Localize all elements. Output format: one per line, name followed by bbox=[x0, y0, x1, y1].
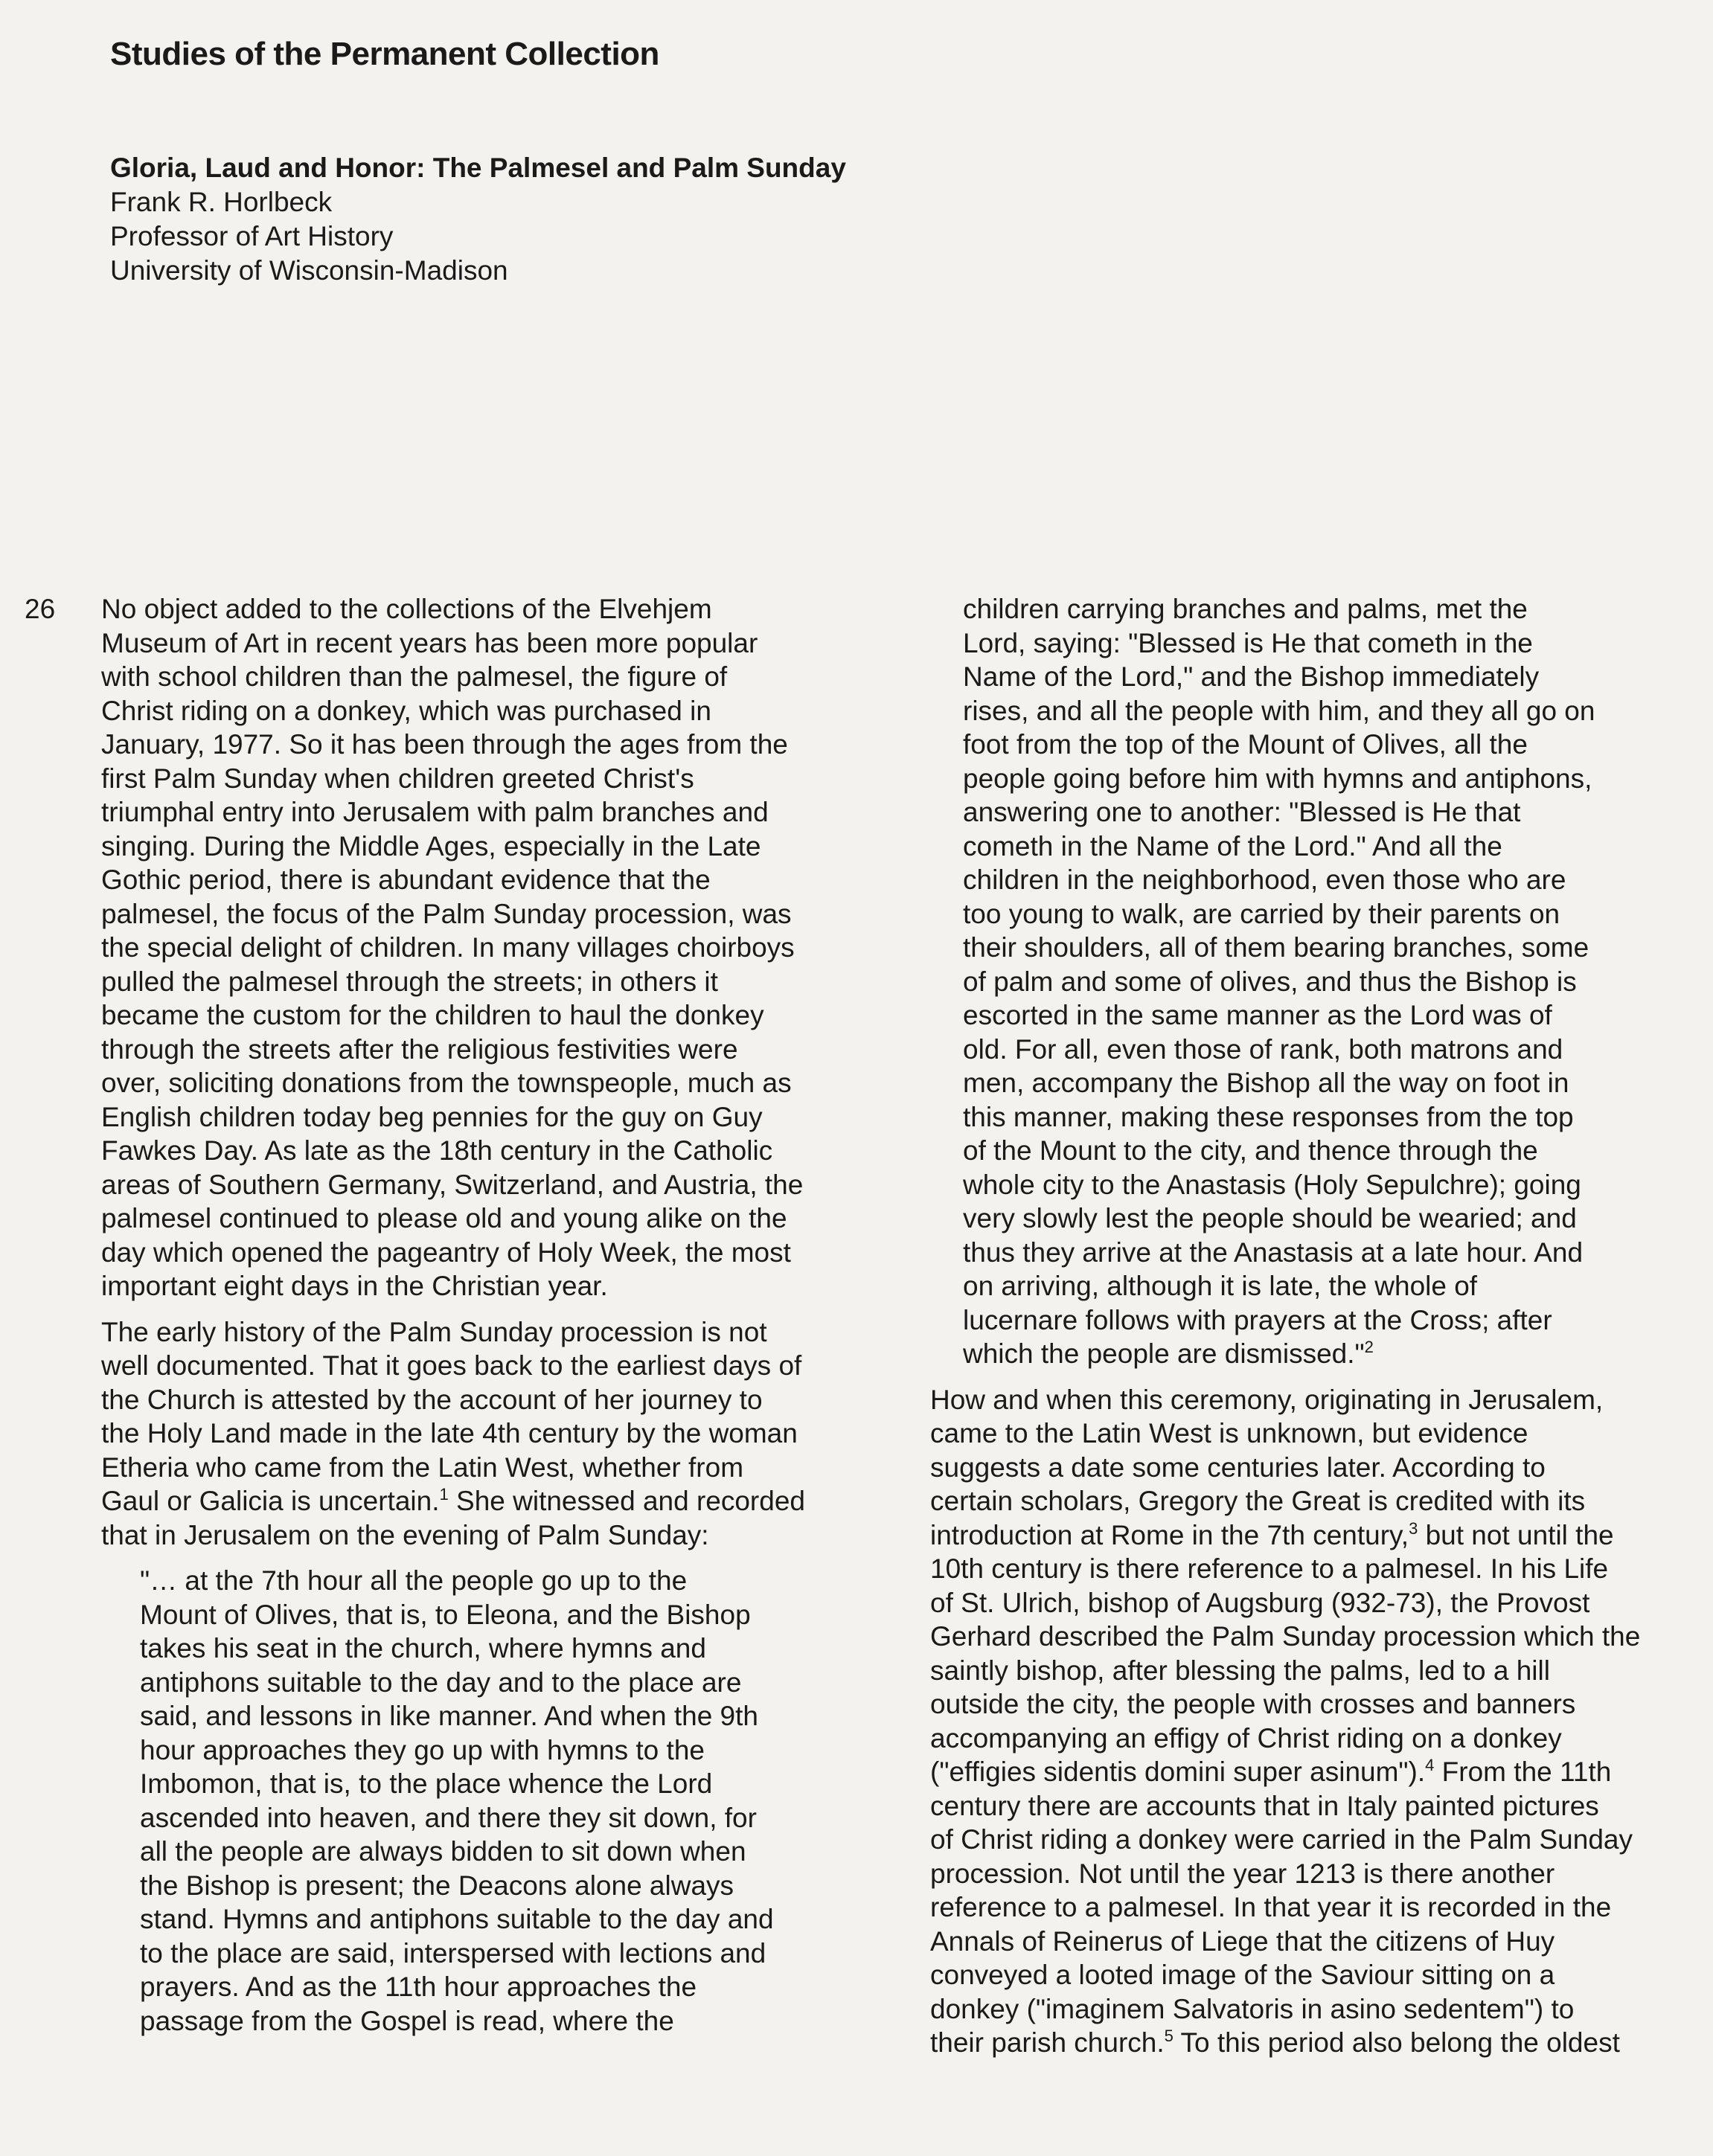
text-line bbox=[101, 1484, 853, 1518]
text-line: suggests a date some centuries later. According to bbox=[930, 1451, 1546, 1483]
text-segment: She witnessed and recorded bbox=[448, 1486, 805, 1516]
latin-west-paragraph bbox=[930, 1383, 1674, 2060]
text-line: donkey ("imaginem Salvatoris in asino sedentem") to bbox=[930, 1993, 1575, 2024]
text-line: of Christ riding a donkey were carried in the Palm Sunday bbox=[930, 1824, 1633, 1855]
text-line: 10th century is there reference to a palmesel. In his Life bbox=[930, 1553, 1609, 1584]
text-line bbox=[930, 1755, 1674, 1789]
text-line: century there are accounts that in Italy painted pictures bbox=[930, 1790, 1599, 1821]
text-line: first Palm Sunday when children greeted Christ's bbox=[101, 763, 694, 794]
quote-line: Imbomon, that is, to the place whence the Lord bbox=[140, 1768, 713, 1799]
quote-line: children carrying branches and palms, met the bbox=[963, 594, 1528, 624]
text-line: the Church is attested by the account of her journey to bbox=[101, 1384, 763, 1415]
text-line: certain scholars, Gregory the Great is credited with its bbox=[930, 1486, 1586, 1516]
quote-line: prayers. And as the 11th hour approaches the bbox=[140, 1971, 697, 2002]
text-line: procession. Not until the year 1213 is there another bbox=[930, 1858, 1555, 1889]
text-segment: From the 11th bbox=[1434, 1756, 1612, 1787]
text-line: Museum of Art in recent years has been more popular bbox=[101, 627, 758, 658]
text-line: saintly bishop, after blessing the palms, led to a hill bbox=[930, 1655, 1550, 1686]
text-line: accompanying an effigy of Christ riding on a donkey bbox=[930, 1722, 1562, 1754]
etheria-quote-continued bbox=[963, 592, 1674, 1371]
quote-line: whole city to the Anastasis (Holy Sepulchre); going bbox=[963, 1169, 1581, 1200]
author-institution: University of Wisconsin-Madison bbox=[110, 255, 508, 286]
footnote-ref-3: 3 bbox=[1409, 1518, 1418, 1538]
quote-line: hour approaches they go up with hymns to the bbox=[140, 1734, 705, 1765]
text-line: over, soliciting donations from the townspeople, much as bbox=[101, 1068, 792, 1098]
text-line: important eight days in the Christian year. bbox=[101, 1271, 608, 1301]
text-line: the Holy Land made in the late 4th century by the woman bbox=[101, 1418, 798, 1448]
text-line: conveyed a looted image of the Saviour sitting on a bbox=[930, 1960, 1555, 1990]
quote-line: escorted in the same manner as the Lord was of bbox=[963, 1000, 1552, 1030]
text-line: became the custom for the children to haul the donkey bbox=[101, 1000, 764, 1030]
text-line: came to the Latin West is unknown, but evidence bbox=[930, 1418, 1528, 1448]
quote-line: people going before him with hymns and antiphons, bbox=[963, 763, 1592, 794]
quote-line: very slowly lest the people should be wearied; and bbox=[963, 1203, 1577, 1233]
quote-line: ascended into heaven, and there they sit down, for bbox=[140, 1802, 757, 1833]
text-line: English children today beg pennies for the guy on Guy bbox=[101, 1101, 763, 1132]
quote-line: lucernare follows with prayers at the Cross; after bbox=[963, 1304, 1552, 1335]
text-line: Christ riding on a donkey, which was purchased in bbox=[101, 695, 711, 726]
quote-line: children in the neighborhood, even those who are bbox=[963, 864, 1566, 895]
text-segment: but not until the bbox=[1418, 1519, 1614, 1550]
text-line: singing. During the Middle Ages, especially in the Late bbox=[101, 830, 761, 862]
author-position: Professor of Art History bbox=[110, 221, 394, 251]
text-line: pulled the palmesel through the streets; in others it bbox=[101, 966, 718, 997]
quote-line: answering one to another: "Blessed is He that bbox=[963, 797, 1521, 827]
quote-line: stand. Hymns and antiphons suitable to the day and bbox=[140, 1904, 774, 1934]
text-line: that in Jerusalem on the evening of Palm Sunday: bbox=[101, 1519, 709, 1550]
text-line: with school children than the palmesel, the figure of bbox=[101, 661, 728, 692]
series-title: Studies of the Permanent Collection bbox=[110, 36, 659, 72]
text-line: palmesel continued to please old and young alike on the bbox=[101, 1203, 787, 1233]
text-line: palmesel, the focus of the Palm Sunday procession, was bbox=[101, 898, 792, 929]
text-line: Fawkes Day. As late as the 18th century in the Catholic bbox=[101, 1135, 773, 1166]
text-line: January, 1977. So it has been through the ages from the bbox=[101, 729, 788, 760]
text-line bbox=[930, 2026, 1674, 2060]
text-segment: Gaul or Galicia is uncertain. bbox=[101, 1486, 440, 1516]
footnote-ref-5: 5 bbox=[1164, 2027, 1174, 2045]
text-line: day which opened the pageantry of Holy Week, the most bbox=[101, 1236, 791, 1268]
text-line: Annals of Reinerus of Liege that the citizens of Huy bbox=[930, 1925, 1555, 1957]
page-number: 26 bbox=[25, 594, 56, 624]
footnote-ref-2: 2 bbox=[1364, 1338, 1374, 1356]
etheria-quote bbox=[140, 1564, 853, 2038]
text-line: the special delight of children. In many villages choirboys bbox=[101, 932, 795, 963]
quote-line: antiphons suitable to the day and to the place are bbox=[140, 1666, 742, 1698]
text-line: reference to a palmesel. In that year it is recorded in the bbox=[930, 1892, 1612, 1922]
text-line: outside the city, the people with crosses and banners bbox=[930, 1689, 1576, 1719]
quote-line: too young to walk, are carried by their parents on bbox=[963, 898, 1560, 929]
text-line: How and when this ceremony, originating in Jerusalem, bbox=[930, 1384, 1604, 1415]
article-header bbox=[110, 151, 1152, 288]
quote-line: said, and lessons in like manner. And when the 9th bbox=[140, 1701, 758, 1731]
quote-line: of palm and some of olives, and thus the Bishop is bbox=[963, 966, 1577, 997]
quote-line: passage from the Gospel is read, where the bbox=[140, 2005, 674, 2036]
quote-line bbox=[963, 1337, 1674, 1371]
author-name: Frank R. Horlbeck bbox=[110, 187, 333, 217]
text-line: triumphal entry into Jerusalem with palm branches and bbox=[101, 797, 769, 827]
right-column bbox=[930, 592, 1674, 2060]
quote-line: rises, and all the people with him, and they all go on bbox=[963, 695, 1595, 726]
quote-line: Name of the Lord," and the Bishop immediately bbox=[963, 661, 1540, 692]
quote-line: the Bishop is present; the Deacons alone always bbox=[140, 1870, 734, 1901]
quote-line: all the people are always bidden to sit down when bbox=[140, 1836, 746, 1867]
text-segment: To this period also belong the oldest bbox=[1173, 2027, 1620, 2058]
quote-line: Mount of Olives, that is, to Eleona, and the Bishop bbox=[140, 1599, 751, 1630]
intro-paragraph bbox=[101, 592, 853, 1303]
article-title: Gloria, Laud and Honor: The Palmesel and Palm Sunday bbox=[110, 153, 846, 183]
text-line: Gothic period, there is abundant evidence that the bbox=[101, 864, 711, 895]
quote-line: thus they arrive at the Anastasis at a late hour. And bbox=[963, 1236, 1584, 1268]
text-line: of St. Ulrich, bishop of Augsburg (932-73), the Provost bbox=[930, 1587, 1590, 1618]
quote-line: "… at the 7th hour all the people go up to the bbox=[140, 1565, 688, 1596]
text-line: well documented. That it goes back to the earliest days of bbox=[101, 1350, 802, 1381]
text-line: Gerhard described the Palm Sunday procession which the bbox=[930, 1621, 1641, 1652]
history-paragraph bbox=[101, 1315, 853, 1553]
text-line: No object added to the collections of the Elvehjem bbox=[101, 594, 712, 624]
footnote-ref-4: 4 bbox=[1425, 1756, 1435, 1774]
quote-line: of the Mount to the city, and thence through the bbox=[963, 1135, 1538, 1166]
text-segment: their parish church. bbox=[930, 2027, 1165, 2058]
text-line bbox=[930, 1518, 1674, 1553]
footnote-ref-1: 1 bbox=[439, 1485, 449, 1504]
text-segment: which the people are dismissed." bbox=[963, 1338, 1365, 1369]
text-segment: introduction at Rome in the 7th century, bbox=[930, 1519, 1409, 1550]
quote-line: takes his seat in the church, where hymns and bbox=[140, 1633, 706, 1663]
text-line: through the streets after the religious festivities were bbox=[101, 1033, 738, 1065]
quote-line: old. For all, even those of rank, both matrons and bbox=[963, 1033, 1563, 1065]
quote-line: this manner, making these responses from the top bbox=[963, 1101, 1574, 1132]
quote-line: cometh in the Name of the Lord." And all the bbox=[963, 830, 1502, 862]
quote-line: on arriving, although it is late, the whole of bbox=[963, 1271, 1478, 1301]
text-segment: ("effigies sidentis domini super asinum"). bbox=[930, 1756, 1426, 1787]
text-line: Etheria who came from the Latin West, whether from bbox=[101, 1451, 744, 1483]
quote-line: their shoulders, all of them bearing branches, some bbox=[963, 932, 1589, 963]
quote-line: Lord, saying: "Blessed is He that cometh in the bbox=[963, 627, 1533, 658]
text-line: The early history of the Palm Sunday procession is not bbox=[101, 1316, 767, 1347]
quote-line: to the place are said, interspersed with lections and bbox=[140, 1937, 766, 1969]
text-line: areas of Southern Germany, Switzerland, and Austria, the bbox=[101, 1169, 804, 1200]
left-column bbox=[101, 592, 853, 2038]
quote-line: men, accompany the Bishop all the way on foot in bbox=[963, 1068, 1569, 1098]
quote-line: foot from the top of the Mount of Olives, all the bbox=[963, 729, 1528, 760]
